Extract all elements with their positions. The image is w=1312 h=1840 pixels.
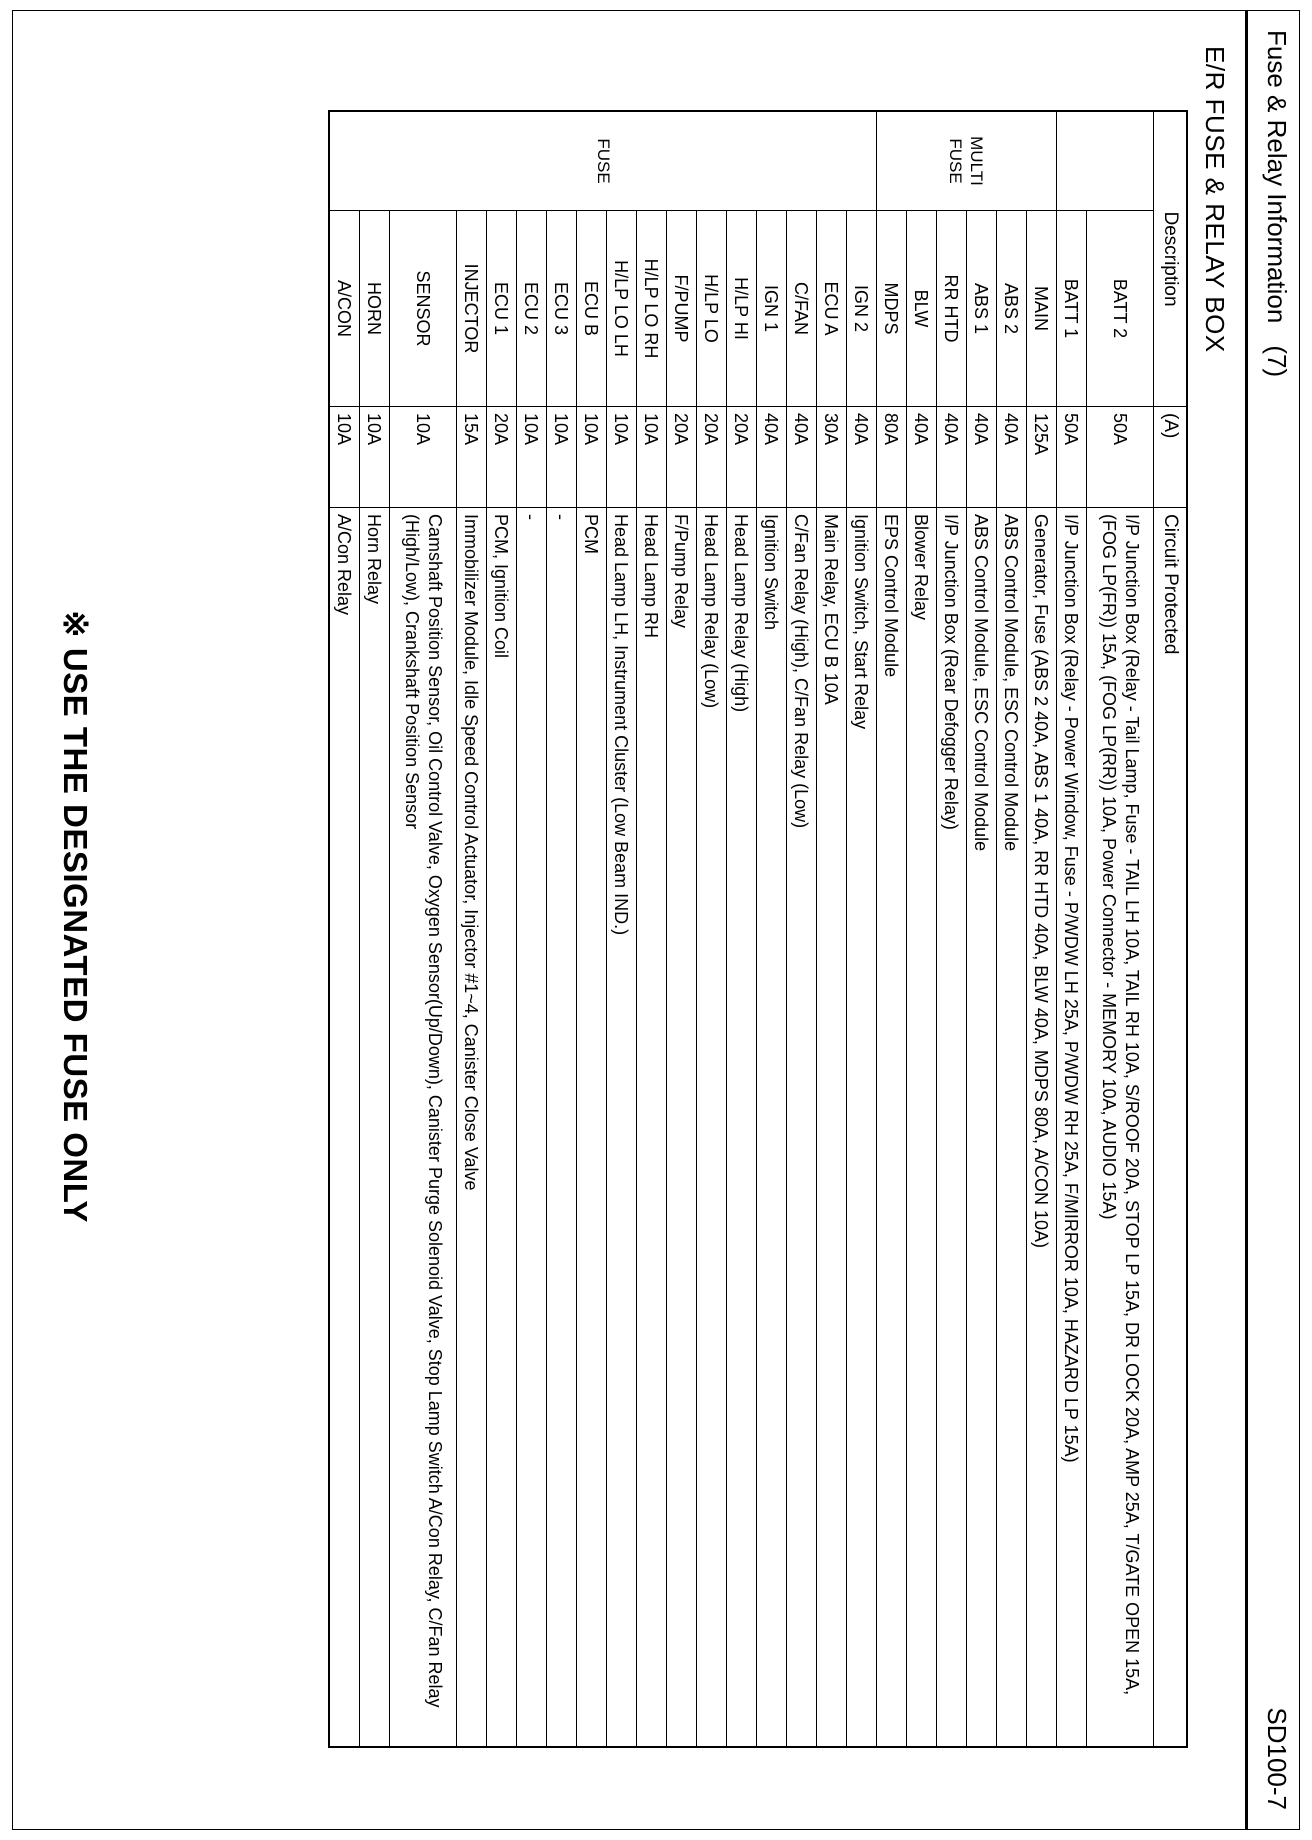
circuit-protected-cell: Ignition Switch <box>757 508 787 1748</box>
title-text: Fuse & Relay Information <box>1262 30 1292 324</box>
table-row <box>667 111 697 1747</box>
fuse-amp-cell: 10A <box>637 407 667 508</box>
circuit-protected-cell: Camshaft Position Sensor, Oil Control Valve, Oxygen Sensor(Up/Down), Canister Purge Solenoid Valve, Stop Lamp Switch A/Con Relay, C/Fan Relay (High/Low), Crankshaft Position Sensor <box>390 508 457 1748</box>
table-row <box>637 111 667 1747</box>
circuit-protected-cell: PCM <box>577 508 607 1748</box>
fuse-amp-cell: 50A <box>1057 407 1087 508</box>
table-row <box>967 111 997 1747</box>
fuse-name-cell: INJECTOR <box>457 211 487 407</box>
circuit-protected-cell: Generator, Fuse (ABS 2 40A, ABS 1 40A, RR HTD 40A, BLW 40A, MDPS 80A, A/CON 10A) <box>1027 508 1057 1748</box>
fuse-amp-cell: 10A <box>577 407 607 508</box>
fuse-name-cell: IGN 1 <box>757 211 787 407</box>
circuit-protected-cell: Blower Relay <box>907 508 937 1748</box>
category-multi-fuse <box>877 111 1057 211</box>
page-title <box>1261 30 1292 377</box>
fuse-name-cell: ABS 2 <box>997 211 1027 407</box>
fuse-name-cell: H/LP LO LH <box>607 211 637 407</box>
fuse-name-cell: MDPS <box>877 211 907 407</box>
fuse-name-cell: ECU 1 <box>487 211 517 407</box>
fuse-amp-cell: 10A <box>547 407 577 508</box>
circuit-protected-cell: Head Lamp RH <box>637 508 667 1748</box>
circuit-protected-cell: Head Lamp Relay (High) <box>727 508 757 1748</box>
table-row <box>517 111 547 1747</box>
fuse-amp-cell: 20A <box>727 407 757 508</box>
fuse-name-cell: ECU B <box>577 211 607 407</box>
fuse-name-cell: H/LP HI <box>727 211 757 407</box>
table-row <box>907 111 937 1747</box>
fuse-amp-cell: 10A <box>390 407 457 508</box>
header-divider <box>1245 10 1248 1830</box>
table-row <box>817 111 847 1747</box>
fuse-name-cell: A/CON <box>329 211 360 407</box>
circuit-protected-cell: Immobilizer Module, Idle Speed Control Actuator, Injector #1~4, Canister Close Valve <box>457 508 487 1748</box>
fuse-amp-cell: 40A <box>757 407 787 508</box>
category-label-line: MULTI <box>967 136 987 186</box>
header-description: Description <box>1154 111 1188 407</box>
fuse-amp-cell: 10A <box>360 407 390 508</box>
circuit-protected-cell: A/Con Relay <box>329 508 360 1748</box>
table-row <box>390 111 457 1747</box>
table-row <box>1087 111 1154 1747</box>
table-row <box>1057 111 1087 1747</box>
fuse-name-cell: C/FAN <box>787 211 817 407</box>
fuse-name-cell: ECU 3 <box>547 211 577 407</box>
fuse-name-cell: SENSOR <box>390 211 457 407</box>
fuse-name-cell: BATT 1 <box>1057 211 1087 407</box>
circuit-protected-cell: Head Lamp Relay (Low) <box>697 508 727 1748</box>
section-number: (7) <box>1262 345 1292 378</box>
table-row <box>607 111 637 1747</box>
fuse-table <box>328 110 1188 1748</box>
circuit-protected-cell: EPS Control Module <box>877 508 907 1748</box>
table-row <box>787 111 817 1747</box>
header-circuit: Circuit Protected <box>1154 508 1188 1748</box>
page-code: SD100-7 <box>1262 1707 1292 1810</box>
fuse-amp-cell: 15A <box>457 407 487 508</box>
fuse-amp-cell: 80A <box>877 407 907 508</box>
fuse-amp-cell: 40A <box>847 407 877 508</box>
category-label-line: FUSE <box>946 138 966 184</box>
circuit-protected-cell: Horn Relay <box>360 508 390 1748</box>
fuse-amp-cell: 10A <box>329 407 360 508</box>
fuse-amp-cell: 20A <box>487 407 517 508</box>
table-row <box>757 111 787 1747</box>
circuit-protected-cell: Main Relay, ECU B 10A <box>817 508 847 1748</box>
fuse-name-cell: ABS 1 <box>967 211 997 407</box>
fuse-name-cell: ECU 2 <box>517 211 547 407</box>
table-row <box>329 111 360 1747</box>
fuse-name-cell: H/LP LO <box>697 211 727 407</box>
table-row <box>697 111 727 1747</box>
circuit-protected-cell: ABS Control Module, ESC Control Module <box>967 508 997 1748</box>
fuse-amp-cell: 20A <box>697 407 727 508</box>
fuse-amp-cell: 40A <box>787 407 817 508</box>
rotated-page <box>12 10 1300 1830</box>
table-row <box>547 111 577 1747</box>
fuse-amp-cell: 125A <box>1027 407 1057 508</box>
table-header-row <box>1154 111 1188 1747</box>
circuit-protected-cell: I/P Junction Box (Relay - Tail Lamp, Fuse - TAIL LH 10A, TAIL RH 10A, S/ROOF 20A, STOP LP 15A, DR LOCK 20A, AMP 25A, T/GATE OPEN 15A, (FOG LP(FR)) 15A, (FOG LP(RR)) 10A, Power Connector - MEMORY 10A, AUDIO 15A) <box>1087 508 1154 1748</box>
fuse-name-cell: ECU A <box>817 211 847 407</box>
table-row <box>487 111 517 1747</box>
table-row <box>727 111 757 1747</box>
fuse-amp-cell: 40A <box>997 407 1027 508</box>
circuit-protected-cell: - <box>517 508 547 1748</box>
fuse-name-cell: RR HTD <box>937 211 967 407</box>
fuse-amp-cell: 40A <box>937 407 967 508</box>
fuse-amp-cell: 30A <box>817 407 847 508</box>
fuse-name-cell: F/PUMP <box>667 211 697 407</box>
table-row <box>457 111 487 1747</box>
fuse-amp-cell: 20A <box>667 407 697 508</box>
fuse-name-cell: BATT 2 <box>1087 211 1154 407</box>
table-row <box>937 111 967 1747</box>
fuse-amp-cell: 10A <box>607 407 637 508</box>
fuse-amp-cell: 40A <box>967 407 997 508</box>
circuit-protected-cell: F/Pump Relay <box>667 508 697 1748</box>
circuit-protected-cell: PCM, Ignition Coil <box>487 508 517 1748</box>
circuit-protected-cell: C/Fan Relay (High), C/Fan Relay (Low) <box>787 508 817 1748</box>
circuit-protected-cell: I/P Junction Box (Relay - Power Window, Fuse - P/WDW LH 25A, P/WDW RH 25A, F/MIRROR 10A, HAZARD LP 15A) <box>1057 508 1087 1748</box>
fuse-amp-cell: 40A <box>907 407 937 508</box>
table-row <box>360 111 390 1747</box>
category-empty-cell <box>1057 111 1154 211</box>
table-row <box>847 111 877 1747</box>
circuit-protected-cell: ABS Control Module, ESC Control Module <box>997 508 1027 1748</box>
designated-fuse-note: ※ USE THE DESIGNATED FUSE ONLY <box>57 610 94 1223</box>
circuit-protected-cell: - <box>547 508 577 1748</box>
table-row <box>1027 111 1057 1747</box>
fuse-name-cell: HORN <box>360 211 390 407</box>
circuit-protected-cell: I/P Junction Box (Rear Defogger Relay) <box>937 508 967 1748</box>
table-row <box>877 111 907 1747</box>
circuit-protected-cell: Head Lamp LH, Instrument Cluster (Low Beam IND.) <box>607 508 637 1748</box>
fuse-amp-cell: 10A <box>517 407 547 508</box>
fuse-name-cell: BLW <box>907 211 937 407</box>
fuse-amp-cell: 50A <box>1087 407 1154 508</box>
box-title: E/R FUSE & RELAY BOX <box>1200 46 1230 353</box>
table-row <box>997 111 1027 1747</box>
fuse-name-cell: MAIN <box>1027 211 1057 407</box>
circuit-protected-cell: Ignition Switch, Start Relay <box>847 508 877 1748</box>
fuse-name-cell: IGN 2 <box>847 211 877 407</box>
category-fuse: FUSE <box>329 111 877 211</box>
table-row <box>577 111 607 1747</box>
fuse-name-cell: H/LP LO RH <box>637 211 667 407</box>
header-amp: (A) <box>1154 407 1188 508</box>
